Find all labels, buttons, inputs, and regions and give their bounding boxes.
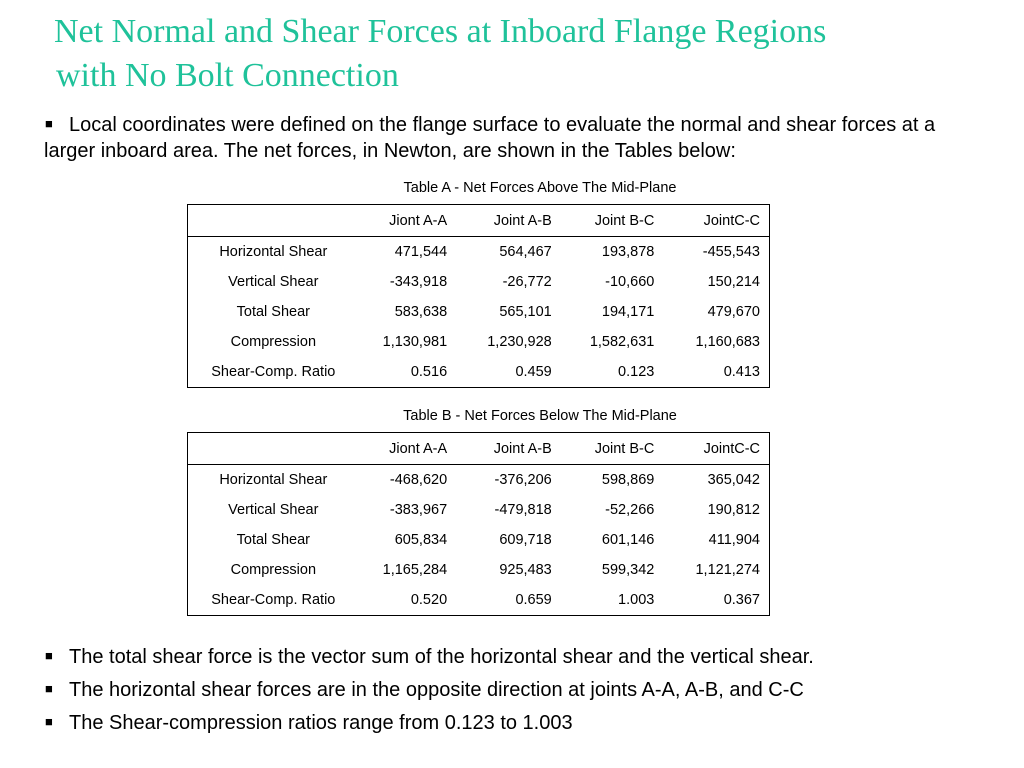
table-cell: 193,878 bbox=[601, 244, 655, 260]
summary-bullet-list bbox=[44, 640, 1004, 739]
table-cell: 925,483 bbox=[499, 562, 552, 578]
header-blank-cell bbox=[188, 433, 359, 465]
table-row bbox=[188, 327, 770, 357]
table-b bbox=[187, 432, 770, 616]
row-label: Shear-Comp. Ratio bbox=[211, 364, 336, 380]
row-label: Total Shear bbox=[236, 304, 310, 320]
table-header-row bbox=[188, 205, 770, 237]
table-cell: -10,660 bbox=[605, 274, 655, 290]
table-row bbox=[188, 495, 770, 525]
table-row bbox=[188, 297, 770, 327]
table-row bbox=[188, 585, 770, 616]
table-cell: 609,718 bbox=[499, 532, 552, 548]
table-cell: -383,967 bbox=[389, 502, 448, 518]
bullet-text: The Shear-compression ratios range from 0.123 to 1.003 bbox=[69, 712, 573, 734]
table-cell: 0.659 bbox=[515, 592, 552, 608]
table-cell: 599,342 bbox=[601, 562, 655, 578]
bullet-text: The total shear force is the vector sum of the horizontal shear and the vertical shear. bbox=[69, 646, 814, 668]
slide-title bbox=[54, 10, 1004, 98]
row-label: Vertical Shear bbox=[228, 274, 319, 290]
table-cell: 0.123 bbox=[618, 364, 655, 380]
table-cell: 601,146 bbox=[601, 532, 655, 548]
table-cell: 598,869 bbox=[601, 472, 655, 488]
table-cell: 0.459 bbox=[515, 364, 552, 380]
column-header: Jiont A-A bbox=[359, 205, 457, 237]
table-cell: -468,620 bbox=[389, 472, 448, 488]
column-header: Joint A-B bbox=[456, 205, 561, 237]
table-cell: 1,165,284 bbox=[382, 562, 448, 578]
column-header: JointC-C bbox=[663, 205, 769, 237]
table-cell: 1,230,928 bbox=[487, 334, 552, 350]
list-item bbox=[44, 706, 1004, 739]
table-b-caption: Table B - Net Forces Below The Mid-Plane bbox=[403, 408, 677, 424]
table-a-caption: Table A - Net Forces Above The Mid-Plane bbox=[403, 180, 677, 196]
square-bullet-icon: ■ bbox=[45, 648, 53, 663]
column-header: Joint B-C bbox=[561, 205, 664, 237]
table-a bbox=[187, 204, 770, 388]
table-cell: 605,834 bbox=[394, 532, 448, 548]
table-cell: 411,904 bbox=[708, 532, 760, 548]
column-header: JointC-C bbox=[663, 433, 769, 465]
intro-text: Local coordinates were defined on the flange surface to evaluate the normal and shear forces at a larger inboard area. The net forces, in Newton, are shown in the Tables below: bbox=[44, 114, 936, 162]
row-label: Total Shear bbox=[236, 532, 310, 548]
column-header: Jiont A-A bbox=[359, 433, 457, 465]
table-cell: 1,582,631 bbox=[589, 334, 655, 350]
table-cell: -52,266 bbox=[605, 502, 655, 518]
table-cell: -343,918 bbox=[389, 274, 448, 290]
table-cell: 1,130,981 bbox=[382, 334, 448, 350]
table-cell: 194,171 bbox=[601, 304, 655, 320]
row-label: Compression bbox=[230, 562, 317, 578]
row-label: Horizontal Shear bbox=[219, 244, 328, 260]
table-cell: 150,214 bbox=[707, 274, 760, 290]
table-cell: 190,812 bbox=[707, 502, 760, 518]
table-cell: 0.516 bbox=[410, 364, 448, 380]
table-cell: 565,101 bbox=[499, 304, 552, 320]
table-cell: 479,670 bbox=[707, 304, 760, 320]
square-bullet-icon: ■ bbox=[45, 116, 53, 131]
table-row bbox=[188, 465, 770, 496]
row-label: Compression bbox=[230, 334, 317, 350]
column-header: Joint B-C bbox=[561, 433, 664, 465]
table-row bbox=[188, 525, 770, 555]
table-cell: 471,544 bbox=[394, 244, 448, 260]
bullet-text: The horizontal shear forces are in the opposite direction at joints A-A, A-B, and C-C bbox=[69, 679, 804, 701]
row-label: Vertical Shear bbox=[228, 502, 319, 518]
table-cell: -455,543 bbox=[702, 244, 760, 260]
square-bullet-icon: ■ bbox=[45, 714, 53, 729]
table-cell: -376,206 bbox=[494, 472, 552, 488]
table-cell: 1,121,274 bbox=[695, 562, 760, 578]
intro-paragraph bbox=[44, 111, 984, 164]
row-label: Horizontal Shear bbox=[219, 472, 328, 488]
table-row bbox=[188, 357, 770, 388]
row-label: Shear-Comp. Ratio bbox=[211, 592, 336, 608]
column-header: Joint A-B bbox=[456, 433, 561, 465]
table-cell: 0.520 bbox=[410, 592, 448, 608]
table-cell: 583,638 bbox=[394, 304, 448, 320]
slide-title-line-2: with No Bolt Connection bbox=[56, 57, 399, 94]
slide-title-line-1: Net Normal and Shear Forces at Inboard Flange Regions bbox=[54, 13, 827, 50]
table-cell: 0.367 bbox=[723, 592, 760, 608]
table-cell: -479,818 bbox=[494, 502, 552, 518]
table-row bbox=[188, 555, 770, 585]
table-cell: -26,772 bbox=[502, 274, 552, 290]
table-row bbox=[188, 267, 770, 297]
list-item bbox=[44, 640, 1004, 673]
table-cell: 564,467 bbox=[499, 244, 552, 260]
table-cell: 1,160,683 bbox=[695, 334, 760, 350]
table-row bbox=[188, 237, 770, 268]
square-bullet-icon: ■ bbox=[45, 681, 53, 696]
table-cell: 365,042 bbox=[707, 472, 760, 488]
table-cell: 0.413 bbox=[723, 364, 760, 380]
table-header-row bbox=[188, 433, 770, 465]
list-item bbox=[44, 673, 1004, 706]
table-cell: 1.003 bbox=[618, 592, 655, 608]
header-blank-cell bbox=[188, 205, 359, 237]
